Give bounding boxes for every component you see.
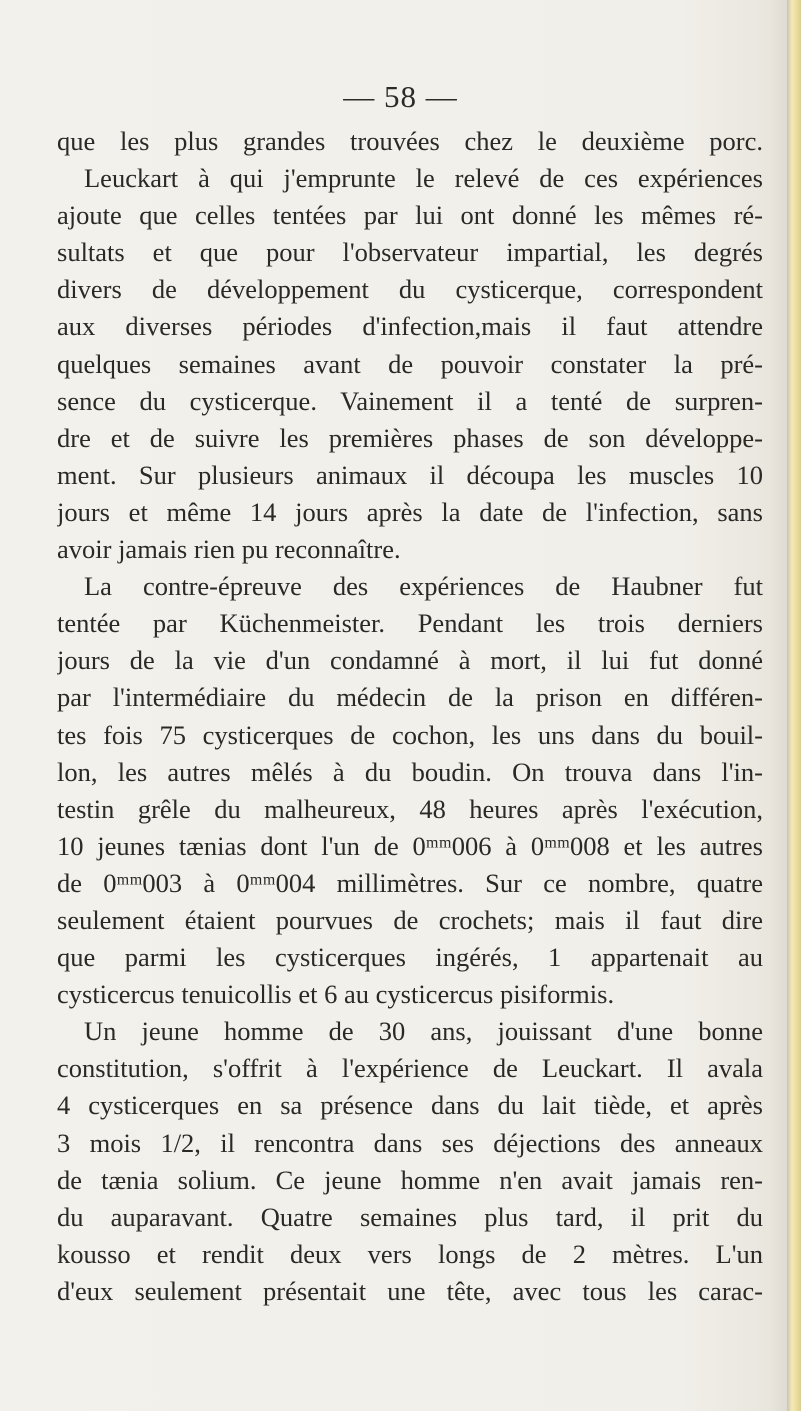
text-line: ajoute que celles tentées par lui ont donné les mêmes ré- — [57, 200, 763, 231]
text-line: seulement étaient pourvues de crochets; mais il faut dire — [57, 904, 763, 935]
text-line: divers de développement du cysticerque, correspondent — [57, 274, 763, 305]
text-line: tes fois 75 cysticerques de cochon, les uns dans du bouil- — [57, 719, 763, 750]
text-line: tentée par Küchenmeister. Pendant les trois derniers — [57, 608, 763, 639]
page-edge — [787, 0, 801, 1411]
text-line: kousso et rendit deux vers longs de 2 mètres. L'un — [57, 1238, 763, 1269]
text-line: de tænia solium. Ce jeune homme n'en avait jamais ren- — [57, 1164, 763, 1195]
text-line: du auparavant. Quatre semaines plus tard, il prit du — [57, 1201, 763, 1232]
text-line: dre et de suivre les premières phases de son développe- — [57, 422, 763, 453]
text-line: Un jeune homme de 30 ans, jouissant d'une bonne — [84, 1016, 763, 1047]
page-number: — 58 — — [343, 79, 458, 114]
text-line: constitution, s'offrit à l'expérience de Leuckart. Il avala — [57, 1053, 763, 1084]
text-line: quelques semaines avant de pouvoir constater la pré- — [57, 348, 763, 379]
text-line: 10 jeunes tænias dont l'un de 0ᵐᵐ006 à 0ᵐᵐ008 et les autres — [57, 830, 763, 861]
text-line: par l'intermédiaire du médecin de la prison en différen- — [57, 682, 763, 713]
text-line: 3 mois 1/2, il rencontra dans ses déjections des anneaux — [57, 1127, 763, 1158]
text-line: jours et même 14 jours après la date de l'infection, sans — [57, 496, 763, 527]
text-line: sence du cysticerque. Vainement il a tenté de surpren- — [57, 385, 763, 416]
body-text — [57, 123, 763, 1310]
text-line: Leuckart à qui j'emprunte le relevé de ces expériences — [84, 163, 763, 194]
text-line: 4 cysticerques en sa présence dans du lait tiède, et après — [57, 1090, 763, 1121]
text-line: que parmi les cysticerques ingérés, 1 appartenait au — [57, 942, 763, 973]
text-line: d'eux seulement présentait une tête, avec tous les carac- — [57, 1275, 763, 1306]
text-line: avoir jamais rien pu reconnaître. — [57, 534, 401, 565]
text-line: de 0ᵐᵐ003 à 0ᵐᵐ004 millimètres. Sur ce nombre, quatre — [57, 867, 763, 898]
text-line: ment. Sur plusieurs animaux il découpa les muscles 10 — [57, 459, 763, 490]
text-line: lon, les autres mêlés à du boudin. On trouva dans l'in- — [57, 756, 763, 787]
text-line: testin grêle du malheureux, 48 heures après l'exécution, — [57, 793, 763, 824]
text-line: La contre-épreuve des expériences de Haubner fut — [84, 571, 763, 602]
text-line: jours de la vie d'un condamné à mort, il lui fut donné — [57, 645, 763, 676]
text-line: sultats et que pour l'observateur impartial, les degrés — [57, 237, 763, 268]
text-line: cysticercus tenuicollis et 6 au cysticercus pisiformis. — [57, 979, 615, 1010]
text-line: aux diverses périodes d'infection,mais il faut attendre — [57, 311, 763, 342]
text-line: que les plus grandes trouvées chez le deuxième porc. — [57, 126, 763, 156]
